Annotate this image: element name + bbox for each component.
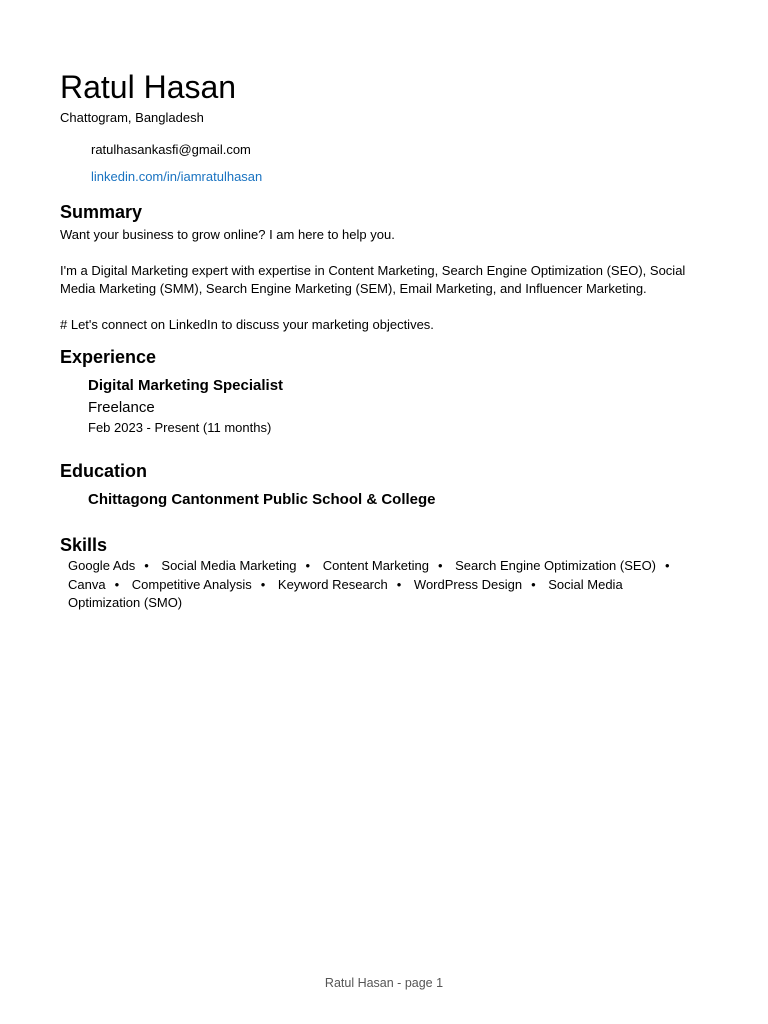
skill-item: Keyword Research [277,576,388,592]
page-footer: Ratul Hasan - page 1 [324,976,444,990]
skill-item: WordPress Design [413,576,523,592]
skill-separator: • [305,558,311,573]
skill-item: Canva [68,576,106,592]
skill-item: Social Media Optimization (SMO) [68,576,623,610]
skill-separator: • [114,576,120,592]
education-heading: Education [60,461,148,481]
skill-separator: • [531,576,536,592]
skill-item: Social Media Marketing [161,558,297,573]
candidate-location: Chattogram, Bangladesh [60,110,204,125]
skill-item: Content Marketing [322,558,429,573]
summary-paragraph-1: Want your business to grow online? I am here to help you. [60,227,395,242]
skill-item: Search Engine Optimization (SEO) [455,558,657,573]
experience-company: Freelance [88,399,155,416]
education-school: Chittagong Cantonment Public School & College [88,491,436,508]
skills-heading: Skills [60,535,108,555]
skill-item: Google Ads [68,558,136,573]
experience-dates: Feb 2023 - Present (11 months) [88,420,272,435]
skill-separator: • [665,558,670,573]
experience-heading: Experience [60,347,157,367]
skill-separator: • [144,558,149,573]
contact-email: ratulhasankasfi@gmail.com [91,142,251,157]
linkedin-link[interactable]: linkedin.com/in/iamratulhasan [91,169,263,184]
skill-separator: • [260,576,266,592]
skills-list [68,557,698,613]
summary-paragraph-3: # Let's connect on LinkedIn to discuss your marketing objectives. [60,317,434,332]
candidate-name: Ratul Hasan [60,69,237,105]
summary-heading: Summary [60,202,143,222]
skill-item: Competitive Analysis [131,576,252,592]
summary-paragraph-2: I'm a Digital Marketing expert with expertise in Content Marketing, Search Engine Optimization (SEO), Social Media Marketing (SMM), Search Engine Marketing (SEM), Email Marketing, and Influencer Marketing. [60,263,686,296]
skill-separator: • [396,576,402,592]
skill-separator: • [437,558,443,573]
experience-job-title: Digital Marketing Specialist [88,377,284,394]
